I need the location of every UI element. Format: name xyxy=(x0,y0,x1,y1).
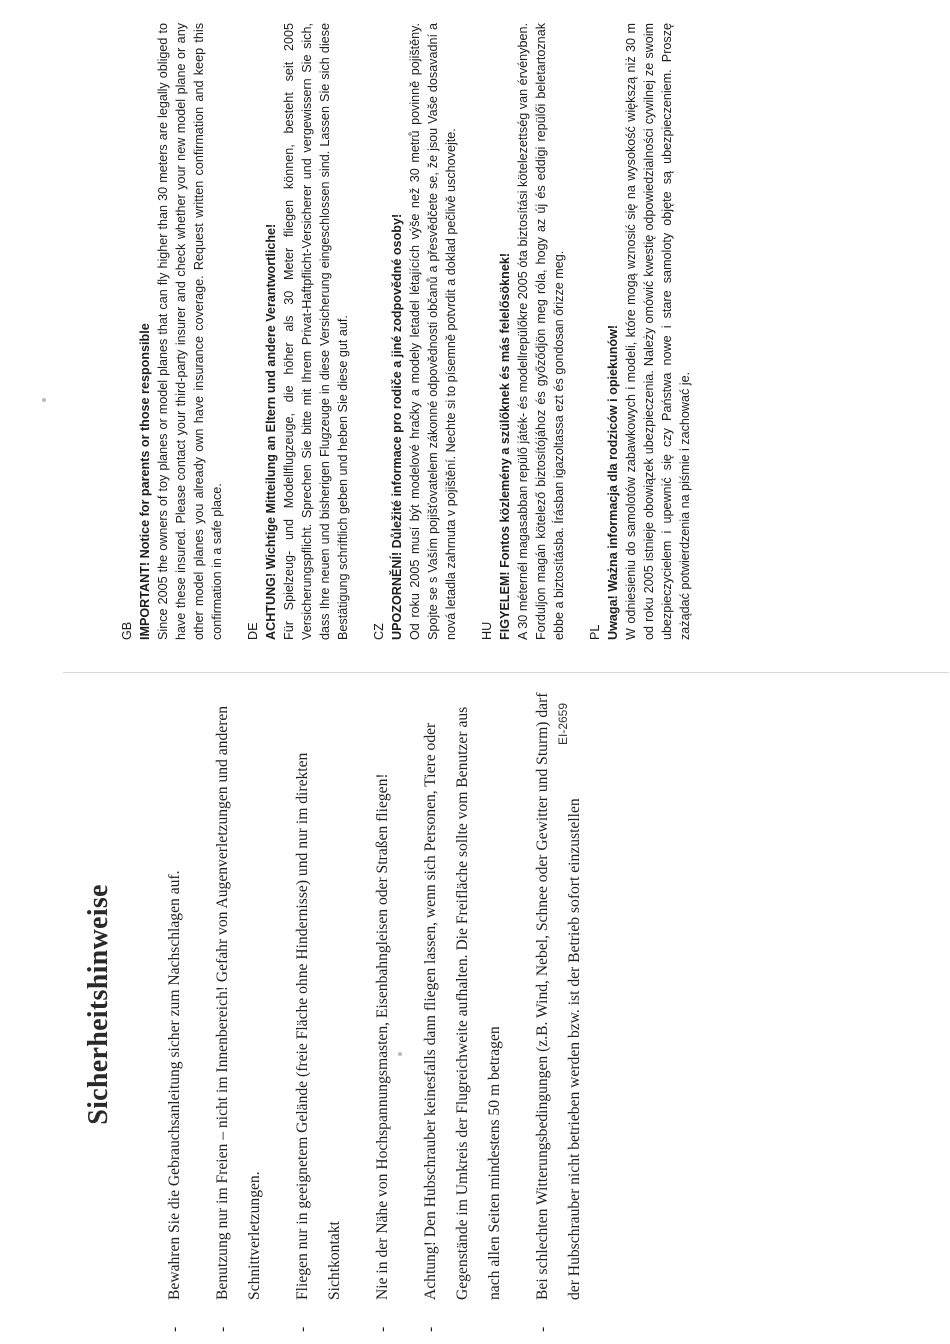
safety-item xyxy=(367,677,399,1332)
safety-item-text: - Achtung! Den Hubschrauber keinesfalls dann fliegen lassen, wenn sich Personen, Tiere oder Gegenstände im Umkreis der Flugreichweite aufhalten. Die Freifläche sollte vom Benutzer aus nach allen Seiten mindestens 50 m betragen xyxy=(422,706,503,1300)
notice-heading: ACHTUNG! Wichtige Mitteilung an Eltern und andere Verantwortliche! xyxy=(264,223,278,640)
notice-heading: UPOZORNĚNÍ! Důležité informace pro rodiče a jiné zodpovědné osoby! xyxy=(390,213,404,640)
safety-item xyxy=(415,677,511,1332)
notice-section-cz xyxy=(370,23,460,640)
safety-item xyxy=(207,677,271,1332)
safety-item xyxy=(287,677,351,1332)
language-code: HU xyxy=(480,621,494,640)
scan-speck xyxy=(42,398,46,402)
language-code: GB xyxy=(120,621,134,640)
language-code: CZ xyxy=(372,623,386,640)
document-code: EI-2659 xyxy=(556,702,570,745)
language-code: PL xyxy=(588,624,602,640)
safety-item xyxy=(527,677,591,1332)
notice-section-de xyxy=(244,23,352,640)
safety-list xyxy=(159,677,591,1332)
notice-heading: Uwaga! Ważna informacja dla rodziców i opiekunów! xyxy=(606,324,620,640)
safety-item-text: - Nie in der Nähe von Hochspannungsmasten, Eisenbahngleisen oder Straßen fliegen! xyxy=(374,773,391,1300)
safety-item-text: - Bewahren Sie die Gebrauchsanleitung sicher zum Nachschlagen auf. xyxy=(166,870,183,1300)
german-safety-block xyxy=(82,677,607,1332)
notice-heading: IMPORTANT! Notice for parents or those responsible xyxy=(138,323,152,640)
notice-heading: FIGYELEM! Fontos közlemény a szülőknek és más felelősöknek! xyxy=(498,252,512,640)
notice-body: Od roku 2005 musí být modelové hračky a modely letadel létajících výše než 30 metrů povinně pojištěny. Spojte se s Vaším pojišťovatelem zákonné odpovědnosti občanů a přesvědčete se, že jsou Vaše dosavadní a nová letadla zahrnuta v pojištění. Nechte si to písemně potvrdit a doklad pečlivě uschovejte. xyxy=(408,23,458,640)
notice-body: A 30 méternél magasabban repülő játék- és modellrepülőkre 2005 óta biztosítási kötelezettség van érvényben. Forduljon magán kötelező biztosítójához és győződjön meg róla, hogy az új és eddigi repülői beletartoznak ebbe a biztosításba. Írásban igazoltassa ezt és gondosan őrizze meg. xyxy=(516,23,566,640)
notice-body: W odniesieniu do samolotów zabawkowych i modeli, które mogą wznosić się na wysokość większą niż 30 m od roku 2005 istnieje obowiązek ubezpieczenia. Należy omówić kwestię odpowiedzialności cywilnej ze swoim ubezpieczycielem i upewnić się czy Państwa nowe i stare samoloty objęte są ubezpieczeniem. Proszę zażądać potwierdzenia na piśmie i zachować je. xyxy=(624,23,692,640)
safety-item xyxy=(159,677,191,1332)
notice-section-pl xyxy=(586,23,694,640)
notice-body: Since 2005 the owners of toy planes or model planes that can fly higher than 30 meters are legally obliged to have these insured. Please contact your third-party insurer and check whether your new model plane or any other model planes you already own have insurance coverage. Request written confirmation and keep this confirmation in a safe place. xyxy=(156,23,224,640)
notice-body: Für Spielzeug- und Modellflugzeuge, die höher als 30 Meter fliegen können, besteht seit 2005 Versicherungspflicht. Sprechen Sie bitte mit Ihrem Privat-Haftpflicht-Versicherer und vergewissern Sie sich, dass Ihre neuen und bisherigen Flugzeuge in diese Versicherung eingeschlossen sind. Lassen Sie sich diese Bestätigung schriftlich geben und heben Sie diese gut auf. xyxy=(282,23,350,640)
insurance-notice-block xyxy=(118,23,712,640)
notice-section-gb xyxy=(118,23,226,640)
page-divider xyxy=(63,672,949,673)
notice-section-hu xyxy=(478,23,568,640)
language-code: DE xyxy=(246,622,260,640)
page-title: Sicherheitshinweise xyxy=(83,884,114,1125)
safety-item-text: - Benutzung nur im Freien – nicht im Innenbereich! Gefahr von Augenverletzungen und anderen Schnittverletzungen. xyxy=(214,705,263,1300)
safety-item-text: - Bei schlechten Witterungsbedingungen (z.B. Wind, Nebel, Schnee oder Gewitter und Sturm) darf der Hubschrauber nicht betrieben werden bzw. ist der Betrieb sofort einzustellen xyxy=(534,692,583,1300)
safety-item-text: - Fliegen nur in geeignetem Gelände (freie Fläche ohne Hindernisse) und nur im direkten Sichtkontakt xyxy=(294,752,343,1300)
